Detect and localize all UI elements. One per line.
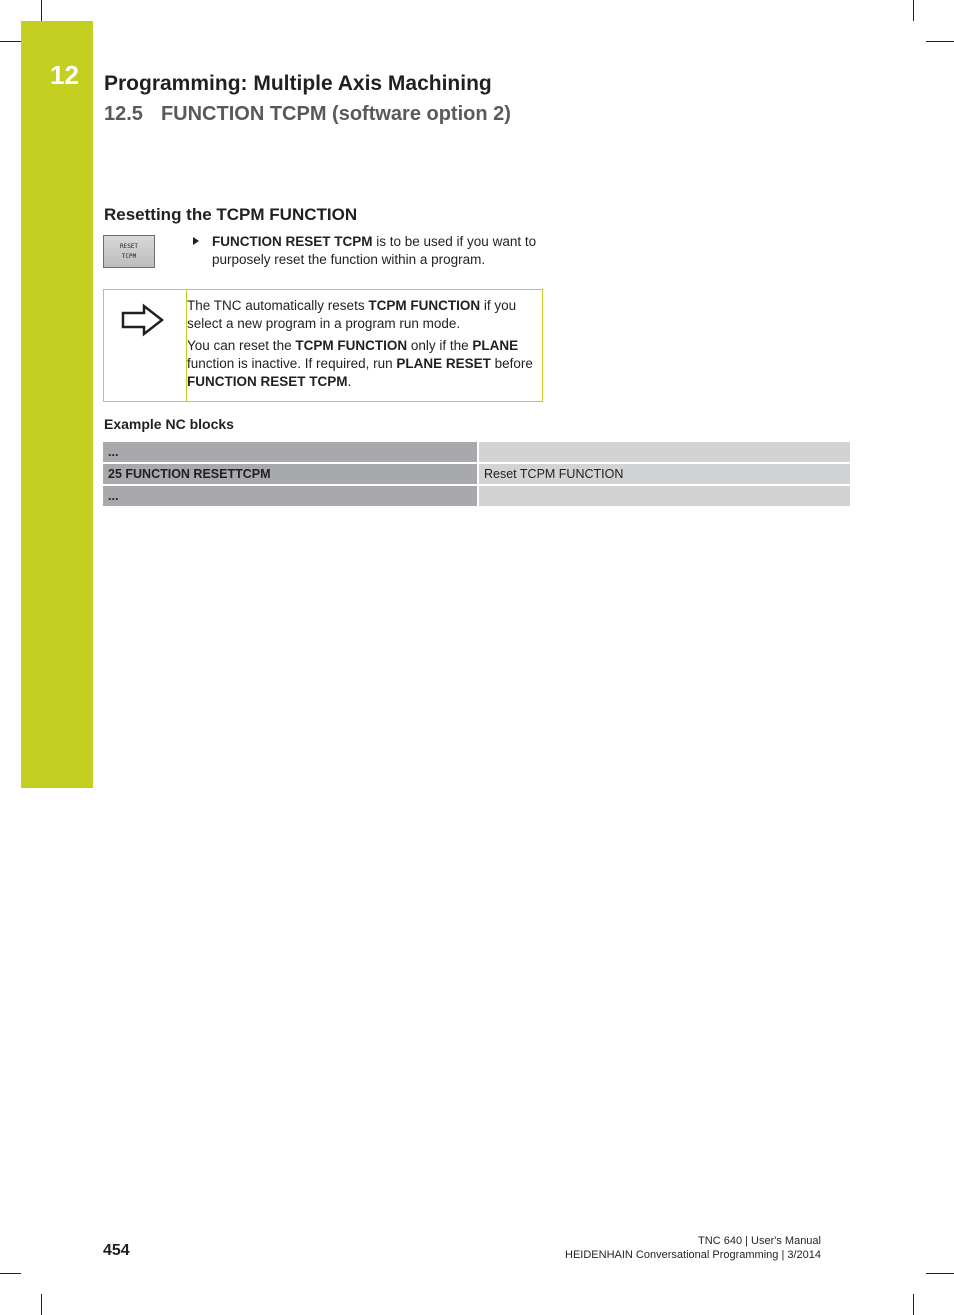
nc-code-cell: ... <box>103 486 477 506</box>
subsection-heading: Resetting the TCPM FUNCTION <box>104 205 358 224</box>
step-text <box>212 233 538 269</box>
example-heading: Example NC blocks <box>104 416 234 432</box>
note-keyword: TCPM FUNCTION <box>295 338 408 353</box>
note-text: only if the <box>407 338 473 353</box>
crop-mark <box>0 1273 21 1274</box>
nc-comment-cell: Reset TCPM FUNCTION <box>477 464 850 484</box>
footer-line-2: HEIDENHAIN Conversational Programming | 3/2014 <box>565 1249 821 1261</box>
instruction-step <box>193 233 538 269</box>
note-text: The TNC automatically resets <box>187 298 369 313</box>
page-number: 454 <box>103 1242 130 1259</box>
nc-comment-cell <box>477 486 850 506</box>
nc-code-cell: ... <box>103 442 477 462</box>
crop-mark <box>0 41 21 42</box>
note-text: . <box>347 374 352 389</box>
note-icon-cell <box>104 290 187 401</box>
softkey-line-1: RESET <box>119 242 139 250</box>
section-header <box>104 103 511 126</box>
note-body <box>187 297 537 395</box>
page-footer <box>565 1234 821 1262</box>
note-text: function is inactive. If required, run <box>187 356 397 371</box>
footer-line-1: TNC 640 | User's Manual <box>698 1235 821 1247</box>
section-number: 12.5 <box>104 103 143 125</box>
note-text: You can reset the <box>187 338 296 353</box>
crop-mark <box>41 1294 42 1315</box>
nc-blocks-table <box>103 440 850 508</box>
note-paragraph-2 <box>187 337 537 391</box>
note-text: before <box>490 356 533 371</box>
note-box <box>103 289 543 402</box>
crop-mark <box>41 0 42 21</box>
note-text: if you select a new program in a program run mode. <box>187 298 517 331</box>
nc-comment-cell <box>477 442 850 462</box>
step-keyword: FUNCTION RESET TCPM <box>212 234 373 249</box>
crop-mark <box>926 1273 954 1274</box>
table-row <box>103 486 850 506</box>
arrow-right-icon <box>120 302 166 338</box>
note-keyword: TCPM FUNCTION <box>368 298 481 313</box>
step-description: is to be used if you want to purposely reset the function within a program. <box>212 234 537 267</box>
bullet-triangle-icon <box>193 237 199 245</box>
crop-mark <box>913 0 914 21</box>
chapter-title: Programming: Multiple Axis Machining <box>104 72 492 95</box>
chapter-number: 12 <box>50 60 79 90</box>
table-row <box>103 442 850 462</box>
section-title: FUNCTION TCPM (software option 2) <box>160 103 511 125</box>
note-keyword: PLANE <box>472 338 519 353</box>
reset-tcpm-softkey <box>103 235 155 268</box>
nc-code-cell: 25 FUNCTION RESETTCPM <box>103 464 477 484</box>
softkey-line-2: TCPM <box>121 252 137 260</box>
chapter-side-tab <box>21 21 93 788</box>
note-keyword: PLANE RESET <box>396 356 491 371</box>
crop-mark <box>926 41 954 42</box>
table-row <box>103 464 850 484</box>
crop-mark <box>913 1294 914 1315</box>
note-paragraph-1 <box>187 297 537 333</box>
note-keyword: FUNCTION RESET TCPM <box>187 374 348 389</box>
